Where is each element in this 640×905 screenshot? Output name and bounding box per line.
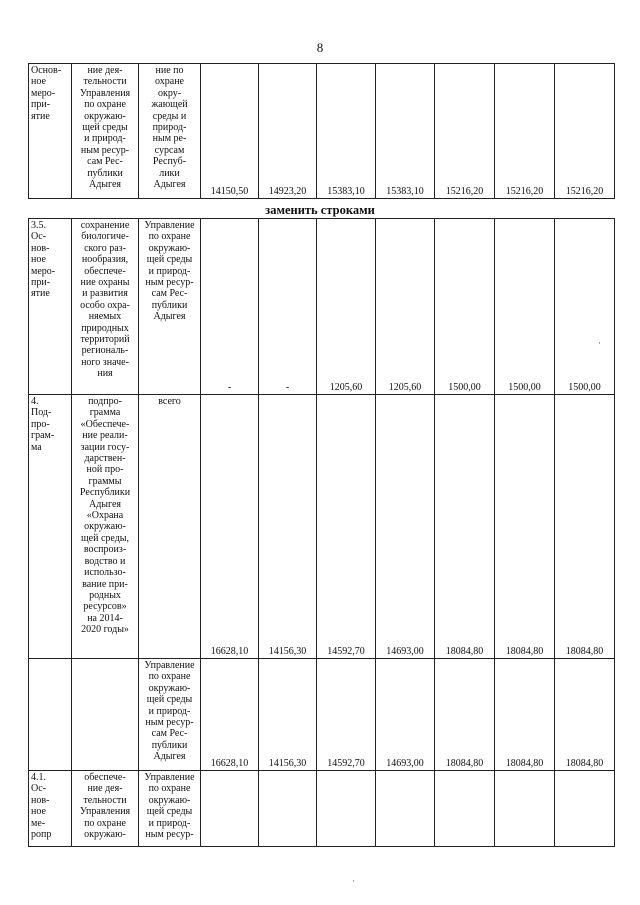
row-executor-cell	[139, 395, 201, 659]
cell-line: ным ресур-	[80, 144, 130, 156]
cell-line: Основ-	[31, 65, 62, 76]
cell-line: среды и	[152, 110, 187, 122]
value-cell: 1500,00	[495, 219, 555, 395]
cell-line: зации госу-	[80, 441, 130, 453]
cell-line: и развития	[82, 288, 128, 300]
cell-line: использо-	[84, 567, 126, 579]
cell-line: публики	[87, 167, 123, 179]
value-cell	[201, 771, 259, 847]
cell-line: по охране	[148, 231, 191, 243]
cell-line: биологиче-	[81, 231, 129, 243]
value-cell: 1500,00	[435, 219, 495, 395]
value-cell	[317, 771, 376, 847]
cell-line: по охране	[148, 671, 191, 683]
scan-speck: ·	[598, 338, 601, 348]
scan-speck: ·	[352, 876, 355, 886]
cell-line: при-	[31, 277, 51, 289]
cell-line: родных	[89, 589, 121, 601]
cell-line: щей среды	[82, 122, 128, 134]
cell-line: 3.5.	[31, 220, 46, 231]
cell-line: няемых	[88, 311, 122, 323]
cell-line: ме-	[31, 817, 46, 829]
cell-line: ной про-	[86, 464, 124, 476]
cell-line: Управление	[144, 660, 195, 671]
replace-instruction: заменить строками	[265, 203, 375, 217]
value-cell: 14150,50	[201, 64, 259, 199]
cell-line: ского раз-	[84, 242, 126, 254]
cell-line: ным ресур-	[145, 829, 194, 841]
cell-line: ным ре-	[152, 133, 187, 145]
cell-line: воспроиз-	[83, 544, 127, 556]
cell-line: публики	[151, 299, 188, 311]
table-row	[29, 659, 615, 771]
cell-line: вание при-	[82, 578, 128, 590]
cell-line: Адыгея	[88, 179, 122, 191]
cell-line: ние по	[155, 65, 184, 76]
cell-line: всего	[158, 396, 181, 407]
cell-line: сам Рес-	[151, 288, 188, 300]
cell-line: 4.1.	[31, 772, 46, 783]
value-cell	[376, 771, 435, 847]
cell-line: сурсам	[154, 144, 185, 156]
cell-line: «Обеспече-	[80, 418, 130, 430]
value-cell: 14693,00	[376, 659, 435, 771]
cell-line: сохранение	[80, 220, 130, 231]
cell-line: Адыгея	[88, 498, 122, 510]
value-cell: 18084,80	[495, 659, 555, 771]
value-cell: 18084,80	[435, 395, 495, 659]
cell-line: Ос-	[31, 783, 46, 795]
cell-line: меро-	[31, 265, 56, 277]
cell-line: нов-	[31, 794, 50, 806]
cell-line: Ос-	[31, 231, 46, 243]
row-executor-cell	[139, 771, 201, 847]
row-name-cell	[72, 395, 139, 659]
cell-line: публики	[151, 739, 188, 751]
cell-line: окружаю-	[148, 682, 191, 694]
cell-line: подпро-	[88, 396, 122, 407]
cell-line: ное	[31, 254, 46, 266]
cell-line: нов-	[31, 242, 50, 254]
cell-line: Адыгея	[153, 751, 186, 763]
cell-line: обеспече-	[84, 265, 126, 277]
cell-line: Управление	[144, 772, 195, 783]
cell-line: щей среды	[146, 254, 193, 266]
cell-line: окружаю-	[84, 829, 126, 841]
value-cell: 15383,10	[376, 64, 435, 199]
value-cell: 1205,60	[317, 219, 376, 395]
value-cell: 16628,10	[201, 659, 259, 771]
value-cell	[555, 771, 615, 847]
cell-line: и природ-	[148, 705, 191, 717]
value-cell: 15383,10	[317, 64, 376, 199]
value-cell: 15216,20	[435, 64, 495, 199]
cell-line: ное	[31, 806, 46, 818]
cell-line: ного значе-	[81, 356, 129, 368]
cell-line: «Охрана	[86, 510, 124, 522]
cell-line: тельности	[83, 794, 127, 806]
cell-line: ние охраны	[80, 277, 130, 289]
value-cell: 14592,70	[317, 395, 376, 659]
row-name-cell	[72, 771, 139, 847]
cell-line: 4.	[31, 396, 39, 407]
value-cell: 18084,80	[555, 659, 615, 771]
cell-line: при-	[31, 99, 51, 111]
cell-line: по охране	[84, 99, 126, 111]
cell-line: дарствен-	[84, 453, 126, 465]
cell-line: Республики	[79, 487, 131, 499]
row-executor-cell	[139, 659, 201, 771]
cell-line: граммы	[88, 475, 122, 487]
cell-line: окружаю-	[84, 110, 126, 122]
cell-line: жающей	[151, 99, 188, 111]
cell-line: на 2014-	[87, 612, 123, 624]
cell-line: окру-	[157, 87, 182, 99]
cell-line: про-	[31, 418, 50, 430]
value-cell	[495, 771, 555, 847]
cell-line: окружаю-	[148, 242, 191, 254]
cell-line: ние реали-	[82, 430, 128, 442]
cell-line: 2020 годы»	[81, 624, 129, 636]
cell-line: ятие	[31, 110, 50, 122]
cell-line: ния	[97, 368, 113, 380]
row-name-cell	[72, 219, 139, 395]
cell-line: Под-	[31, 407, 52, 419]
cell-line: и природ-	[84, 133, 126, 145]
row-executor-cell	[139, 219, 201, 395]
value-cell: 1500,00	[555, 219, 615, 395]
cell-line: меро-	[31, 87, 56, 99]
value-cell: 14156,30	[259, 395, 317, 659]
cell-line: тельности	[83, 76, 127, 88]
value-cell: 1205,60	[376, 219, 435, 395]
cell-line: ние дея-	[87, 65, 123, 76]
cell-line: по охране	[148, 783, 191, 795]
cell-line: водство и	[84, 555, 126, 567]
cell-line: региональ-	[81, 345, 129, 357]
cell-line: охране	[155, 76, 184, 88]
row-name-cell	[72, 659, 139, 771]
value-cell: 14592,70	[317, 659, 376, 771]
value-cell	[435, 771, 495, 847]
value-cell: 18084,80	[555, 395, 615, 659]
value-cell: 14693,00	[376, 395, 435, 659]
value-cell: -	[201, 219, 259, 395]
table-row	[29, 219, 615, 395]
cell-line: ресурсов»	[83, 601, 127, 613]
cell-line: особо охра-	[80, 299, 130, 311]
value-cell: 18084,80	[435, 659, 495, 771]
cell-line: щей среды	[146, 694, 193, 706]
value-cell: 18084,80	[495, 395, 555, 659]
cell-line: и природ-	[148, 265, 191, 277]
row-name-cell	[72, 64, 139, 199]
value-cell: 15216,20	[555, 64, 615, 199]
cell-line: ным ресур-	[145, 277, 194, 289]
cell-line: по охране	[84, 817, 126, 829]
cell-line: ятие	[31, 288, 50, 300]
cell-line: обеспече-	[84, 772, 126, 783]
row-executor-cell	[139, 64, 201, 199]
cell-line: Респуб-	[152, 156, 187, 168]
table-row	[29, 395, 615, 659]
cell-line: ным ресур-	[145, 717, 194, 729]
cell-line: Управление	[144, 220, 195, 231]
table-row	[29, 64, 615, 199]
row-code-cell	[29, 659, 72, 771]
value-cell: 14923,20	[259, 64, 317, 199]
cell-line: природ-	[152, 122, 187, 134]
replacement-table	[28, 218, 615, 847]
cell-line: окружаю-	[84, 521, 126, 533]
cell-line: Управления	[79, 806, 131, 818]
cell-line: ное	[31, 76, 46, 88]
cell-line: щей среды,	[80, 532, 130, 544]
row-code-cell	[29, 395, 72, 659]
value-cell	[259, 771, 317, 847]
cell-line: сам Рес-	[151, 728, 188, 740]
row-code-cell	[29, 771, 72, 847]
cell-line: природных	[81, 322, 129, 334]
cell-line: грамма	[89, 407, 121, 419]
cell-line: ние дея-	[87, 783, 123, 795]
cell-line: нообразия,	[81, 254, 129, 266]
cell-line: лики	[159, 167, 180, 179]
cell-line: Управления	[79, 87, 131, 99]
row-code-cell	[29, 219, 72, 395]
cell-line: сам Рес-	[87, 156, 123, 168]
cell-line: территорий	[80, 334, 130, 346]
value-cell: 16628,10	[201, 395, 259, 659]
value-cell: 15216,20	[495, 64, 555, 199]
table-row	[29, 771, 615, 847]
value-cell: -	[259, 219, 317, 395]
cell-line: грам-	[31, 430, 55, 442]
cell-line: окружаю-	[148, 794, 191, 806]
cell-line: Адыгея	[153, 311, 186, 323]
page-number: 8	[316, 40, 324, 55]
top-table-fragment	[28, 63, 615, 199]
cell-line: щей среды	[146, 806, 193, 818]
cell-line: и природ-	[148, 817, 191, 829]
row-code-cell	[29, 64, 72, 199]
cell-line: ропр	[31, 829, 52, 841]
cell-line: Адыгея	[153, 179, 186, 191]
value-cell: 14156,30	[259, 659, 317, 771]
cell-line: ма	[31, 441, 42, 453]
